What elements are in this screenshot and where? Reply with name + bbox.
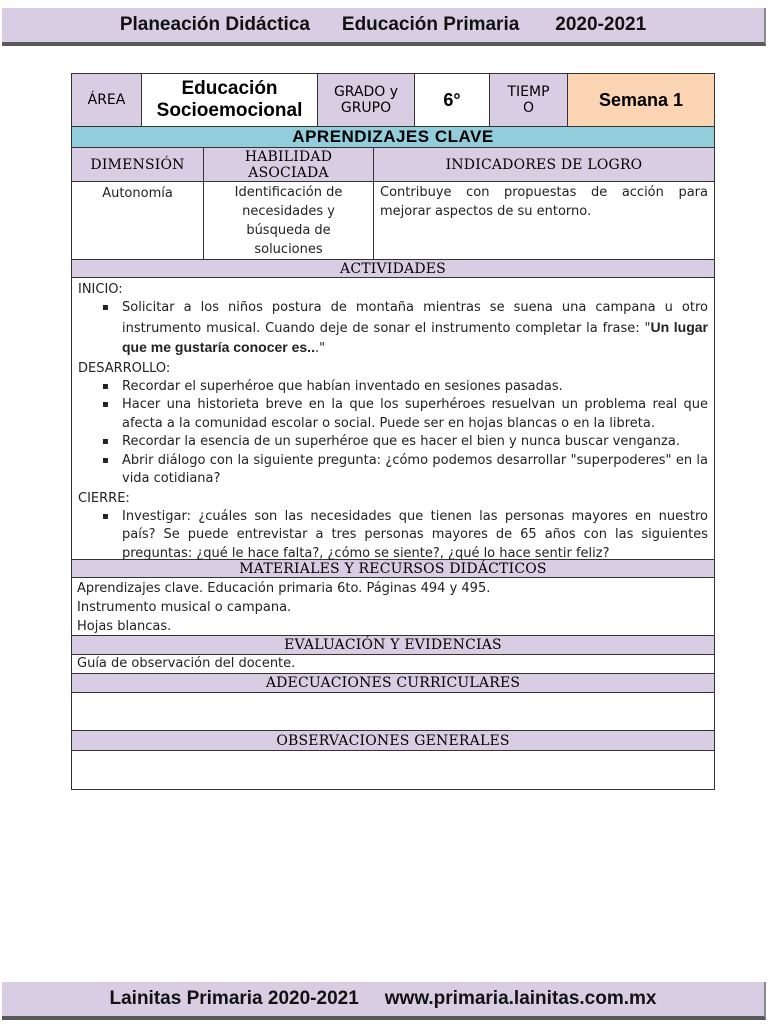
- info-row: [72, 74, 714, 127]
- observations-body-row: [72, 751, 714, 789]
- col-skill: HABILIDAD ASOCIADA: [204, 148, 374, 181]
- cierre-list: [102, 508, 708, 564]
- adaptations-body: [72, 693, 714, 730]
- list-item: ▪ Investigar: ¿cuáles son las necesidades que tienen las personas mayores en nuestro país? Se puede entrevistar a tres personas mayores de 65 años con las siguientes preguntas: ¿qué le hace falta?, ¿cómo se siente?, ¿qué lo hace sentir feliz?: [102, 508, 708, 564]
- materials-body: [72, 578, 714, 635]
- indicator-value: Contribuye con propuestas de acción para mejorar aspectos de su entorno.: [380, 185, 708, 219]
- page-footer: [2, 982, 766, 1020]
- inicio-text-end: .": [314, 341, 326, 356]
- header-year: 2020-2021: [555, 14, 647, 35]
- evaluation-title-row: [72, 636, 714, 655]
- desarrollo-label: DESARROLLO:: [78, 360, 171, 376]
- col-dimension: DIMENSIÓN: [72, 148, 204, 181]
- observations-title: OBSERVACIONES GENERALES: [72, 731, 714, 750]
- key-learning-row: [72, 127, 714, 148]
- observations-title-row: [72, 731, 714, 751]
- content-row: [72, 182, 714, 260]
- subject-name: Educación Socioemocional: [142, 74, 318, 126]
- inicio-label: INICIO:: [78, 282, 123, 297]
- inicio-text: Solicitar a los niños postura de montaña mientras se suena una campana u otro instrumento musical. Cuando deje de sonar el instrumento completar la frase: ": [122, 300, 708, 336]
- materials-title: MATERIALES Y RECURSOS DIDÁCTICOS: [72, 560, 714, 577]
- column-header-row: [72, 148, 714, 182]
- list-item: Hojas blancas.: [77, 619, 172, 634]
- activities-title-row: [72, 260, 714, 278]
- list-item: ▪ Recordar la esencia de un superhéroe que es hacer el bien y nunca buscar venganza.: [102, 433, 708, 452]
- col-indicators: INDICADORES DE LOGRO: [374, 148, 714, 181]
- list-item: [102, 299, 708, 359]
- inicio-phrase: Un lugar que me gustaría conocer es..: [122, 318, 708, 355]
- observations-body: [72, 751, 714, 789]
- activities-body: [72, 278, 714, 559]
- dimension-value: Autonomía: [72, 182, 204, 259]
- activities-body-row: [72, 278, 714, 560]
- footer-url: www.primaria.lainitas.com.mx: [384, 988, 657, 1009]
- time-label: [490, 74, 568, 126]
- evaluation-text: Guía de observación del docente.: [77, 656, 296, 671]
- list-item: ▪ Hacer una historieta breve en la que los superhéroes resuelvan un problema real que afecta a la comunidad escolar o social. Puede ser en hojas blancas o en la libreta.: [102, 396, 708, 433]
- evaluation-title: EVALUACIÓN Y EVIDENCIAS: [72, 636, 714, 654]
- header-title: Planeación Didáctica: [119, 14, 310, 35]
- area-label: ÁREA: [72, 74, 142, 126]
- skill-value: Identificación de necesidades y búsqueda de soluciones: [204, 182, 374, 259]
- list-item: Aprendizajes clave. Educación primaria 6to. Páginas 494 y 495.: [77, 581, 491, 596]
- adaptations-body-row: [72, 693, 714, 731]
- list-item: Instrumento musical o campana.: [77, 600, 292, 615]
- desarrollo-list: [102, 378, 708, 489]
- evaluation-body: [72, 655, 714, 673]
- footer-brand: Lainitas Primaria 2020-2021: [109, 988, 359, 1009]
- time-value: Semana 1: [568, 74, 714, 126]
- cierre-label: CIERRE:: [78, 490, 130, 506]
- adaptations-title-row: [72, 674, 714, 693]
- evaluation-body-row: [72, 655, 714, 674]
- time-label-text: TIEMPO: [507, 84, 550, 116]
- activities-title: ACTIVIDADES: [72, 260, 714, 277]
- materials-body-row: [72, 578, 714, 636]
- header-level: Educación Primaria: [341, 14, 520, 35]
- list-item: ▪ Recordar el superhéroe que habían inventado en sesiones pasadas.: [102, 378, 708, 397]
- list-item: ▪ Abrir diálogo con la siguiente pregunta: ¿cómo podemos desarrollar "superpoderes" en la vida cotidiana?: [102, 452, 708, 489]
- key-learning-title: APRENDIZAJES CLAVE: [72, 127, 714, 147]
- page-header: [2, 8, 766, 46]
- grade-label: GRADO y GRUPO: [318, 74, 415, 126]
- planning-table: [71, 73, 715, 790]
- inicio-list: [102, 299, 708, 359]
- grade-value: 6°: [415, 74, 490, 126]
- adaptations-title: ADECUACIONES CURRICULARES: [72, 674, 714, 692]
